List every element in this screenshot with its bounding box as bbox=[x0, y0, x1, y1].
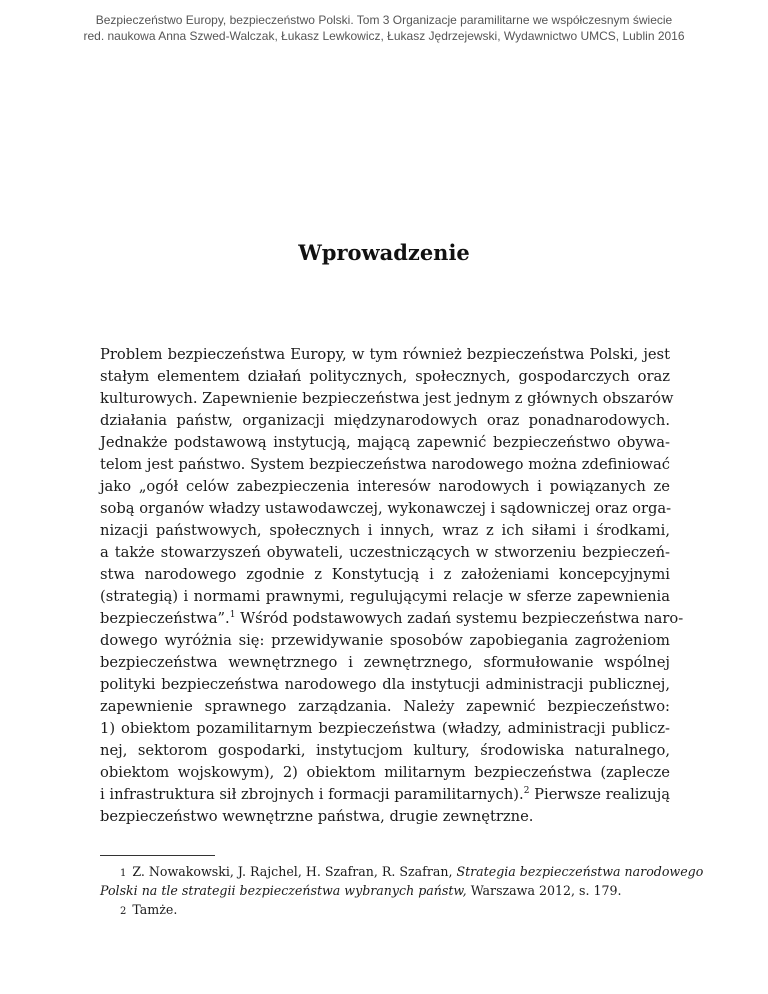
text-line: a także stowarzyszeń obywateli, uczestniczących w stworzeniu bezpieczeń- bbox=[100, 544, 670, 561]
text-line: bezpieczeństwa wewnętrznego i zewnętrznego, sformułowanie wspólnej bbox=[100, 654, 670, 671]
footnote-separator bbox=[100, 855, 215, 856]
footnote-publication: Warszawa 2012, s. 179. bbox=[466, 883, 622, 898]
text-line: jako „ogół celów zabezpieczenia interesów narodowych i powiązanych ze bbox=[100, 478, 670, 495]
text-line: telom jest państwo. System bezpieczeństwa narodowego można zdefiniować bbox=[100, 456, 670, 473]
text-segment: bezpieczeństwa”. bbox=[100, 610, 230, 627]
running-header bbox=[0, 12, 768, 44]
footnote-number: 2 bbox=[120, 906, 127, 917]
text-line-with-footnote-ref bbox=[100, 608, 684, 630]
text-line: obiektom wojskowym), 2) obiektom militarnym bezpieczeństwa (zaplecze bbox=[100, 764, 670, 781]
text-line: działania państw, organizacji międzynarodowych oraz ponadnarodowych. bbox=[100, 412, 670, 429]
text-segment: Wśród podstawowych zadań systemu bezpieczeństwa naro- bbox=[235, 610, 684, 627]
text-line-with-footnote-ref bbox=[100, 784, 670, 806]
footnote-2 bbox=[100, 900, 670, 919]
footnote-ref-1: 1 bbox=[229, 610, 236, 621]
footnotes bbox=[100, 862, 704, 919]
footnote-ref-2: 2 bbox=[523, 786, 530, 797]
chapter-title: Wprowadzenie bbox=[298, 240, 470, 265]
footnote-title-cont: Polski na tle strategii bezpieczeństwa wybranych państw, bbox=[100, 883, 467, 898]
text-line: dowego wyróżnia się: przewidywanie sposobów zapobiegania zagrożeniom bbox=[100, 632, 670, 649]
header-line-1: Bezpieczeństwo Europy, bezpieczeństwo Polski. Tom 3 Organizacje paramilitarne we współczesnym świecie bbox=[95, 13, 673, 27]
text-line: Jednakże podstawową instytucją, mającą zapewnić bezpieczeństwo obywa- bbox=[100, 434, 670, 451]
text-line-last: bezpieczeństwo wewnętrzne państwa, drugie zewnętrzne. bbox=[100, 808, 534, 825]
text-line: polityki bezpieczeństwa narodowego dla instytucji administracji publicznej, bbox=[100, 676, 670, 693]
footnote-authors: Z. Nowakowski, J. Rajchel, H. Szafran, R. Szafran, bbox=[132, 864, 457, 879]
text-line: stałym elementem działań politycznych, społecznych, gospodarczych oraz bbox=[100, 368, 670, 385]
text-line: nej, sektorom gospodarki, instytucjom kultury, środowiska naturalnego, bbox=[100, 742, 670, 759]
footnote-1 bbox=[100, 862, 704, 881]
footnote-title: Strategia bezpieczeństwa narodowego bbox=[456, 864, 704, 879]
text-line: sobą organów władzy ustawodawczej, wykonawczej i sądowniczej oraz orga- bbox=[100, 500, 672, 517]
text-line: (strategią) i normami prawnymi, regulującymi relacje w sferze zapewnienia bbox=[100, 588, 670, 605]
text-segment: i infrastruktura sił zbrojnych i formacji paramilitarnych). bbox=[100, 786, 524, 803]
text-segment: Pierwsze realizują bbox=[529, 786, 671, 803]
body-paragraph bbox=[100, 344, 684, 828]
footnote-text: Tamże. bbox=[132, 902, 178, 917]
footnote-number: 1 bbox=[120, 868, 127, 879]
text-line: stwa narodowego zgodnie z Konstytucją i z założeniami koncepcyjnymi bbox=[100, 566, 670, 583]
footnote-1-cont bbox=[100, 881, 670, 900]
header-line-2: red. naukowa Anna Szwed-Walczak, Łukasz Lewkowicz, Łukasz Jędrzejewski, Wydawnictwo UMCS, Lublin 2016 bbox=[83, 29, 685, 43]
text-line: zapewnienie sprawnego zarządzania. Należy zapewnić bezpieczeństwo: bbox=[100, 698, 670, 715]
text-line: kulturowych. Zapewnienie bezpieczeństwa jest jednym z głównych obszarów bbox=[100, 390, 674, 407]
text-line: nizacji państwowych, społecznych i innych, wraz z ich siłami i środkami, bbox=[100, 522, 670, 539]
text-line: 1) obiektom pozamilitarnym bezpieczeństwa (władzy, administracji publicz- bbox=[100, 720, 670, 737]
text-line: Problem bezpieczeństwa Europy, w tym również bezpieczeństwa Polski, jest bbox=[100, 346, 670, 363]
